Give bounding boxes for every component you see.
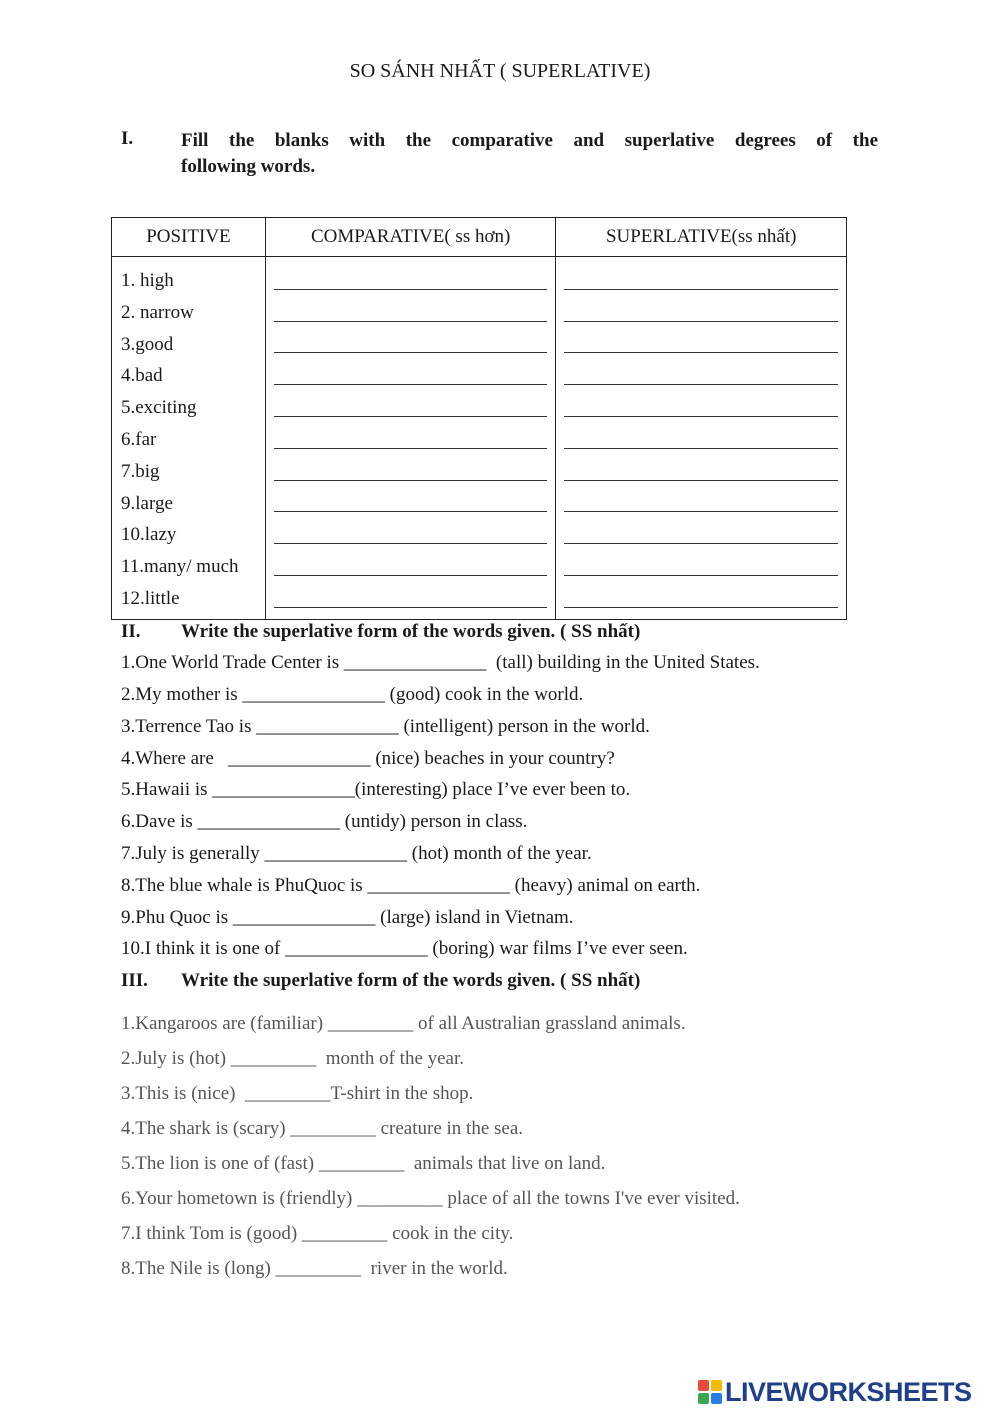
section-3-heading <box>121 970 881 996</box>
exercise-2-item: 6.Dave is _______________ (untidy) person in class. <box>121 811 528 832</box>
exercise-2-item: 9.Phu Quoc is _______________ (large) island in Vietnam. <box>121 907 574 928</box>
exercise-2-item: 2.My mother is _______________ (good) cook in the world. <box>121 684 584 705</box>
exercise-2-item: 7.July is generally _______________ (hot) month of the year. <box>121 843 592 864</box>
positive-word: 4.bad <box>121 365 163 387</box>
superlative-blank[interactable] <box>564 329 838 361</box>
comparative-blank[interactable] <box>274 360 548 392</box>
positive-word: 2. narrow <box>121 301 194 323</box>
exercise-2-item: 8.The blue whale is PhuQuoc is _______________ (heavy) animal on earth. <box>121 875 701 896</box>
section-1-heading <box>121 128 878 180</box>
positive-word-list <box>112 257 266 620</box>
exercise-3-item: 5.The lion is one of (fast) _________ animals that live on land. <box>121 1153 606 1174</box>
positive-word: 6.far <box>121 428 157 450</box>
superlative-blank[interactable] <box>564 488 838 520</box>
liveworksheets-logo <box>698 1376 972 1408</box>
positive-word: 11.many/ much <box>121 556 239 578</box>
section-1-heading-line-2: following words. <box>181 156 316 177</box>
positive-word: 10.lazy <box>121 524 177 546</box>
degrees-table <box>111 217 847 620</box>
exercise-2-item: 1.One World Trade Center is _______________ (tall) building in the United States. <box>121 652 760 673</box>
superlative-blanks <box>556 257 847 620</box>
positive-word: 5.exciting <box>121 397 197 419</box>
section-2-heading <box>121 621 881 647</box>
comparative-blank[interactable] <box>274 329 548 361</box>
superlative-blank[interactable] <box>564 265 838 297</box>
positive-word: 9.large <box>121 492 173 514</box>
exercise-2-item: 3.Terrence Tao is _______________ (intelligent) person in the world. <box>121 716 650 737</box>
superlative-blank[interactable] <box>564 297 838 329</box>
liveworksheets-logo-text: LIVEWORKSHEETS <box>725 1376 972 1407</box>
superlative-blank[interactable] <box>564 519 838 551</box>
superlative-blank[interactable] <box>564 392 838 424</box>
comparative-blank[interactable] <box>274 424 548 456</box>
positive-word: 12.little <box>121 587 180 609</box>
superlative-blank[interactable] <box>564 456 838 488</box>
comparative-blank[interactable] <box>274 488 548 520</box>
positive-word: 3.good <box>121 333 174 355</box>
comparative-blank[interactable] <box>274 551 548 583</box>
superlative-blank[interactable] <box>564 551 838 583</box>
section-2-heading-text: Write the superlative form of the words given. ( SS nhất) <box>181 621 641 642</box>
exercise-3-item: 4.The shark is (scary) _________ creature in the sea. <box>121 1118 524 1139</box>
superlative-blank[interactable] <box>564 583 838 615</box>
superlative-blank[interactable] <box>564 360 838 392</box>
table-body-row <box>112 257 847 620</box>
section-1-heading-line-1: Fill the blanks with the comparative and superlative degrees of the <box>181 130 878 151</box>
comparative-blank[interactable] <box>274 392 548 424</box>
header-comparative: COMPARATIVE( ss hơn) <box>265 218 556 257</box>
section-1-number: I. <box>121 128 134 149</box>
positive-word: 1. high <box>121 270 174 291</box>
exercise-3-item: 8.The Nile is (long) _________ river in the world. <box>121 1258 508 1279</box>
exercise-3-item: 1.Kangaroos are (familiar) _________ of all Australian grassland animals. <box>121 1013 686 1034</box>
header-positive: POSITIVE <box>112 218 266 257</box>
exercise-3-item: 7.I think Tom is (good) _________ cook in the city. <box>121 1223 514 1244</box>
comparative-blank[interactable] <box>274 583 548 615</box>
page-title: SO SÁNH NHẤT ( SUPERLATIVE) <box>349 60 651 82</box>
section-3-heading-text: Write the superlative form of the words given. ( SS nhất) <box>181 970 641 991</box>
header-superlative: SUPERLATIVE(ss nhất) <box>556 218 847 257</box>
exercise-3-item: 3.This is (nice) _________T-shirt in the shop. <box>121 1083 474 1104</box>
exercise-3-item: 2.July is (hot) _________ month of the year. <box>121 1048 465 1069</box>
exercise-3-item: 6.Your hometown is (friendly) _________ place of all the towns I've ever visited. <box>121 1188 740 1209</box>
exercise-2-item: 5.Hawaii is _______________(interesting) place I’ve ever been to. <box>121 779 631 800</box>
section-3-number: III. <box>121 970 148 991</box>
exercise-2-item: 4.Where are _______________ (nice) beaches in your country? <box>121 748 615 769</box>
liveworksheets-logo-icon <box>698 1380 722 1404</box>
comparative-blank[interactable] <box>274 519 548 551</box>
positive-word: 7.big <box>121 460 160 482</box>
superlative-blank[interactable] <box>564 424 838 456</box>
exercise-2-item: 10.I think it is one of _______________ (boring) war films I’ve ever seen. <box>121 938 688 959</box>
comparative-blank[interactable] <box>274 297 548 329</box>
comparative-blank[interactable] <box>274 265 548 297</box>
comparative-blank[interactable] <box>274 456 548 488</box>
comparative-blanks <box>265 257 556 620</box>
section-2-number: II. <box>121 621 141 642</box>
table-header-row <box>112 218 847 257</box>
